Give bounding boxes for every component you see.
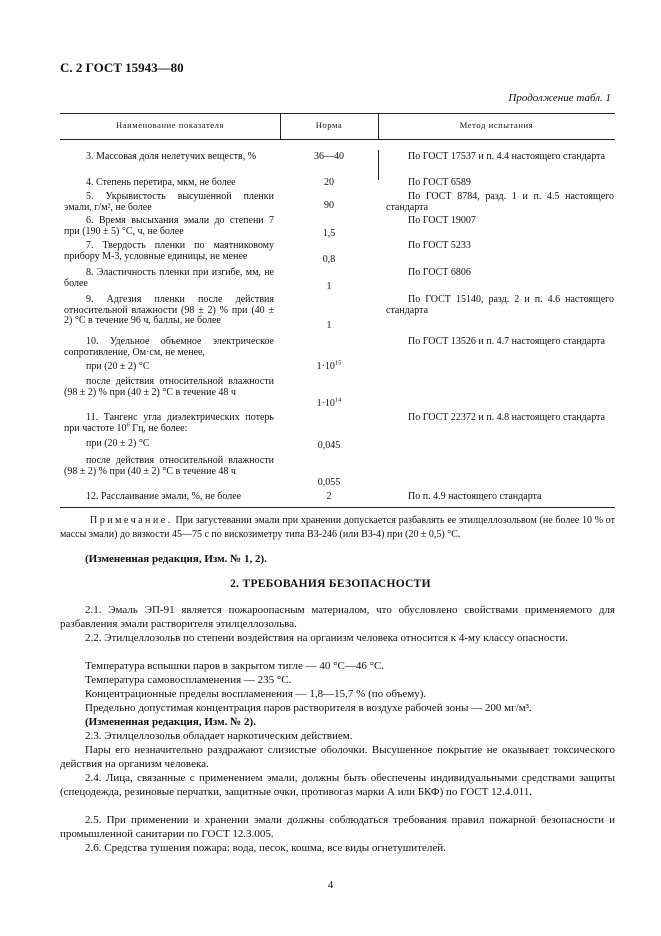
table-row-method: По п. 4.9 настоящего стандарта: [408, 491, 542, 502]
autoignition-line: Температура самовоспламенения — 235 °С.: [85, 674, 292, 686]
table-row-norm: 1: [326, 281, 332, 292]
column-header-norm: Норма: [315, 120, 343, 130]
table-divider-tick: [378, 150, 379, 180]
table-row-norm: 0,8: [322, 254, 336, 265]
table-note: [60, 514, 615, 542]
paragraph-2-6: 2.6. Средства тушения пожара: вода, песок, кошма, все виды огнетушителей.: [85, 842, 446, 854]
table-row-name: 3. Массовая доля нелетучих веществ, %: [86, 151, 257, 162]
table-row-method: По ГОСТ 8784, разд. 1 и п. 4.5 настоящего стандарта: [386, 191, 614, 213]
table-row-norm: 1: [326, 320, 332, 331]
note-label: Примечание.: [90, 515, 173, 526]
limits-line: Концентрационные пределы воспламенения — 1,8—15,7 % (по объему).: [85, 688, 427, 700]
page-header: С. 2 ГОСТ 15943—80: [60, 60, 184, 75]
table-row-name: 6. Время высыхания эмали до степени 7 при (190 ± 5) °С, ч, не более: [64, 215, 274, 237]
table-row-name: 12. Расслаивание эмали, %, не более: [86, 491, 242, 502]
table-row-name: 9. Адгезия пленки после действия относительной влажности (98 ± 2) % при (40 ± 2) °С в течение 96 ч, баллы, не более: [64, 294, 274, 326]
table-row-method: По ГОСТ 6806: [408, 267, 471, 278]
mac-line: Предельно допустимая концентрация паров растворителя в воздухе рабочей зоны — 200 мг/м³.: [85, 702, 532, 714]
flash-point-line: Температура вспышки паров в закрытом тигле — 40 °С—46 °С.: [85, 660, 385, 672]
note-text: При загустевании эмали при хранении допускается разбавлять ее этилцеллозольвом (не более 10 % от массы эмали) до вязкости 45—75 с по вискозиметру типа ВЗ-246 (или ВЗ-4) при (20 ± 0,5) °С.: [60, 515, 616, 540]
table-row-method: По ГОСТ 5233: [408, 240, 471, 251]
paragraph-2-1: 2.1. Эмаль ЭП-91 является пожароопасным материалом, что обусловлено свойствами применяемого для разбавления эмали растворителя этилцеллозольва.: [60, 604, 615, 630]
page-number: 4: [327, 879, 334, 891]
table-row-method: По ГОСТ 22372 и п. 4.8 настоящего стандарта: [408, 412, 605, 423]
column-header-method: Метод испытания: [459, 120, 534, 130]
table-row-method: По ГОСТ 19007: [408, 215, 476, 226]
paragraph-2-2: 2.2. Этилцеллозольв по степени воздействия на организм человека относится к 4-му классу опасности.: [85, 632, 568, 644]
table-row-subitem: после действия относительной влажности (98 ± 2) % при (40 ± 2) °С в течение 48 ч: [64, 376, 274, 398]
table-row-norm: $1\cdot 10^{14}$: [316, 396, 342, 409]
table-row-subitem: после действия относительной влажности (98 ± 2) % при (40 ± 2) °С в течение 48 ч: [64, 455, 274, 477]
column-header-name: Наименование показателя: [115, 120, 224, 130]
table-row-norm: 2: [326, 491, 332, 502]
table-row-name: 8. Эластичность пленки при изгибе, мм, не более: [64, 267, 274, 289]
table-header-rule: [60, 139, 615, 140]
table-top-rule: [60, 113, 615, 114]
section-title: 2. ТРЕБОВАНИЯ БЕЗОПАСНОСТИ: [230, 578, 431, 590]
table-row-subitem: при (20 ± 2) °С: [86, 361, 150, 372]
table-row-norm: 1,5: [322, 228, 336, 239]
table-row-norm: 0,055: [317, 477, 341, 488]
vapors-paragraph: Пары его незначительно раздражают слизистые оболочки. Высушенное покрытие не оказывает токсического действия на организм человека.: [60, 744, 615, 770]
table-row-subitem: при (20 ± 2) °С: [86, 438, 150, 449]
paragraph-2-4: 2.4. Лица, связанные с применением эмали, должны быть обеспечены индивидуальными средствами защиты (спецодежда, резиновые перчатки, защитные очки, противогаз марки А или БКФ) по ГОСТ 12.4.011.: [60, 772, 615, 798]
table-row-method: По ГОСТ 6589: [408, 177, 471, 188]
table-row-name: 4. Степень перетира, мкм, не более: [86, 177, 236, 188]
table-row-norm: 90: [324, 200, 334, 211]
table-row-norm: 20: [324, 177, 334, 188]
table-row-name: 10. Удельное объемное электрическое сопротивление, Ом·см, не менее,: [64, 336, 274, 358]
table-row-name: 5. Укрывистость высушенной пленки эмали, г/м², не более: [64, 191, 274, 213]
amendment-note: (Измененная редакция, Изм. № 1, 2).: [85, 553, 267, 565]
table-row-name: 7. Твердость пленки по маятниковому прибору М-3, условные единицы, не менее: [64, 240, 274, 262]
table-continuation-label: Продолжение табл. 1: [508, 92, 611, 104]
table-row-norm: $1\cdot 10^{15}$: [316, 359, 342, 372]
table-row-norm: 36—40: [314, 151, 344, 162]
table-row-method: По ГОСТ 15140, разд. 2 и п. 4.6 настоящего стандарта: [386, 294, 614, 316]
table-row-name: 11. Тангенс угла диэлектрических потерь при частоте $10^6$ Гц, не более:: [64, 412, 274, 434]
table-row-method: По ГОСТ 13526 и п. 4.7 настоящего стандарта: [408, 336, 605, 347]
paragraph-2-3: 2.3. Этилцеллозольв обладает наркотическим действием.: [85, 730, 353, 742]
paragraph-2-5: 2.5. При применении и хранении эмали должны соблюдаться требования правил пожарной безопасности и промышленной санитарии по ГОСТ 12.3.005.: [60, 814, 615, 840]
table-bottom-rule: [60, 507, 615, 508]
amendment-note-2: (Измененная редакция, Изм. № 2).: [85, 716, 256, 728]
table-row-norm: 0,045: [317, 440, 341, 451]
table-row-method: По ГОСТ 17537 и п. 4.4 настоящего стандарта: [408, 151, 605, 162]
